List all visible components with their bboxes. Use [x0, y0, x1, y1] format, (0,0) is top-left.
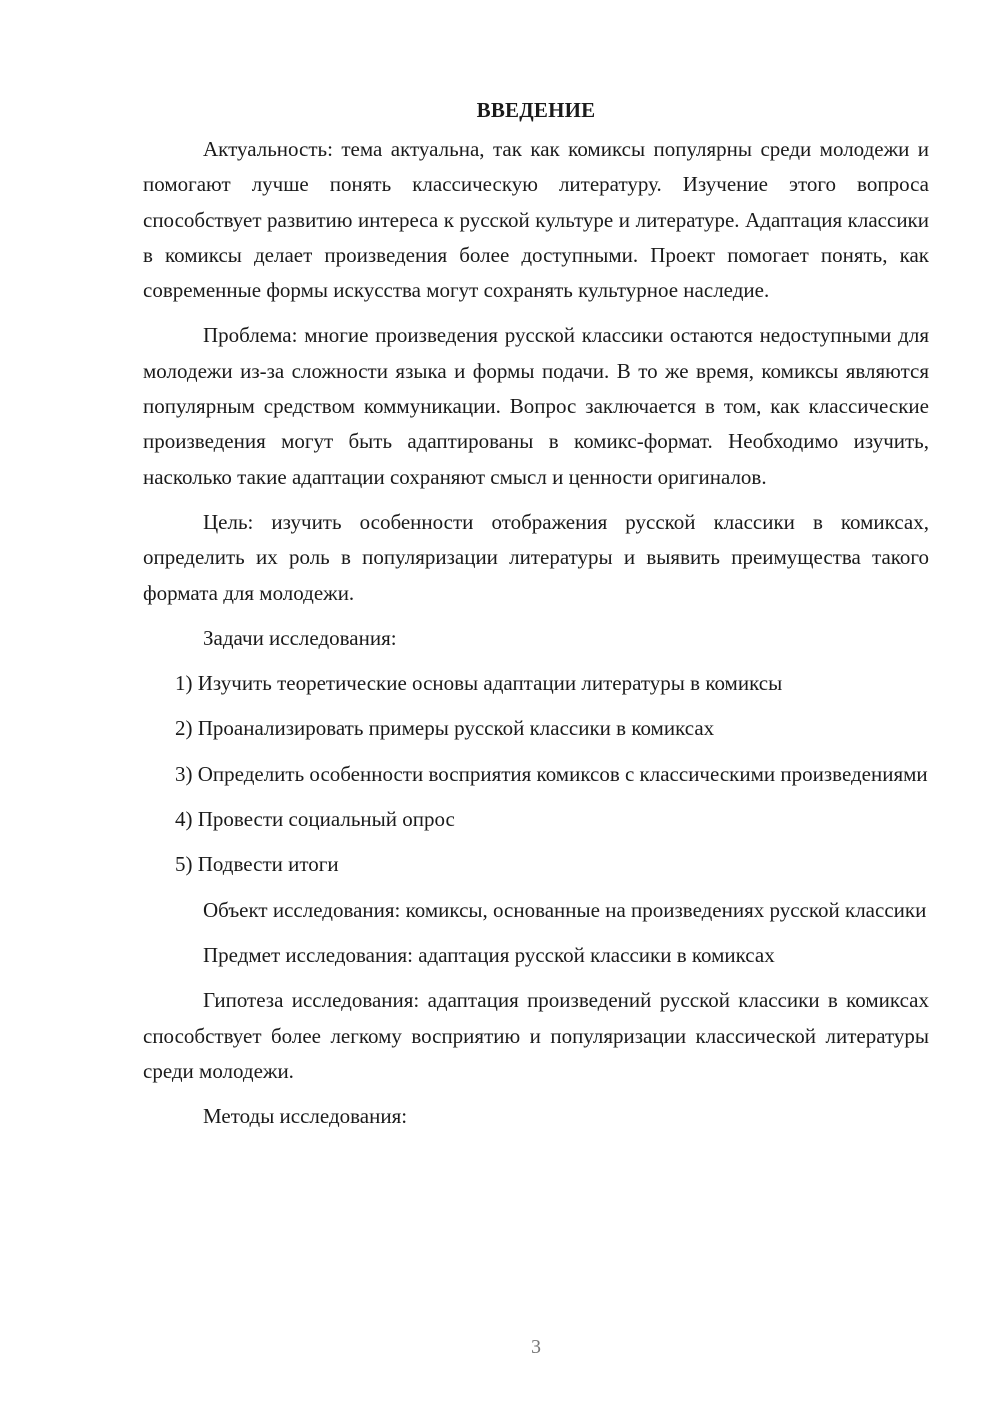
page-body — [143, 96, 929, 1144]
hypothesis-paragraph: Гипотеза исследования: адаптация произведений русской классики в комиксах способствует более легкому восприятию и популяризации классической литературы среди молодежи. — [143, 988, 929, 1083]
object-paragraph: Объект исследования: комиксы, основанные на произведениях русской классики — [203, 897, 927, 922]
task-item: 5) Подвести итоги — [175, 852, 339, 877]
task-item: 1) Изучить теоретические основы адаптации литературы в комиксы — [175, 671, 783, 696]
tasks-title: Задачи исследования: — [203, 625, 397, 650]
section-heading: ВВЕДЕНИЕ — [476, 98, 596, 122]
problem-paragraph: Проблема: многие произведения русской классики остаются недоступными для молодежи из-за сложности языка и формы подачи. В то же время, комиксы являются популярным средством коммуникации. Вопрос заключается в том, как классические произведения могут быть адаптированы в комикс-формат. Необходимо изучить, насколько такие адаптации сохраняют смысл и ценности оригиналов. — [143, 323, 929, 489]
page-number: 3 — [531, 1336, 541, 1358]
relevance-paragraph: Актуальность: тема актуальна, так как комиксы популярны среди молодежи и помогают лучше понять классическую литературу. Изучение этого вопроса способствует развитию интереса к русской культуре и литературе. Адаптация классики в комиксы делает произведения более доступными. Проект помогает понять, как современные формы искусства могут сохранять культурное наследие. — [143, 137, 929, 303]
methods-title: Методы исследования: — [203, 1104, 408, 1129]
goal-paragraph: Цель: изучить особенности отображения русской классики в комиксах, определить их роль в популяризации литературы и выявить преимущества такого формата для молодежи. — [143, 509, 929, 605]
task-item: 4) Провести социальный опрос — [175, 807, 455, 832]
task-item: 2) Проанализировать примеры русской классики в комиксах — [175, 716, 715, 741]
task-item: 3) Определить особенности восприятия комиксов с классическими произведениями — [175, 761, 928, 786]
subject-paragraph: Предмет исследования: адаптация русской классики в комиксах — [203, 942, 775, 967]
